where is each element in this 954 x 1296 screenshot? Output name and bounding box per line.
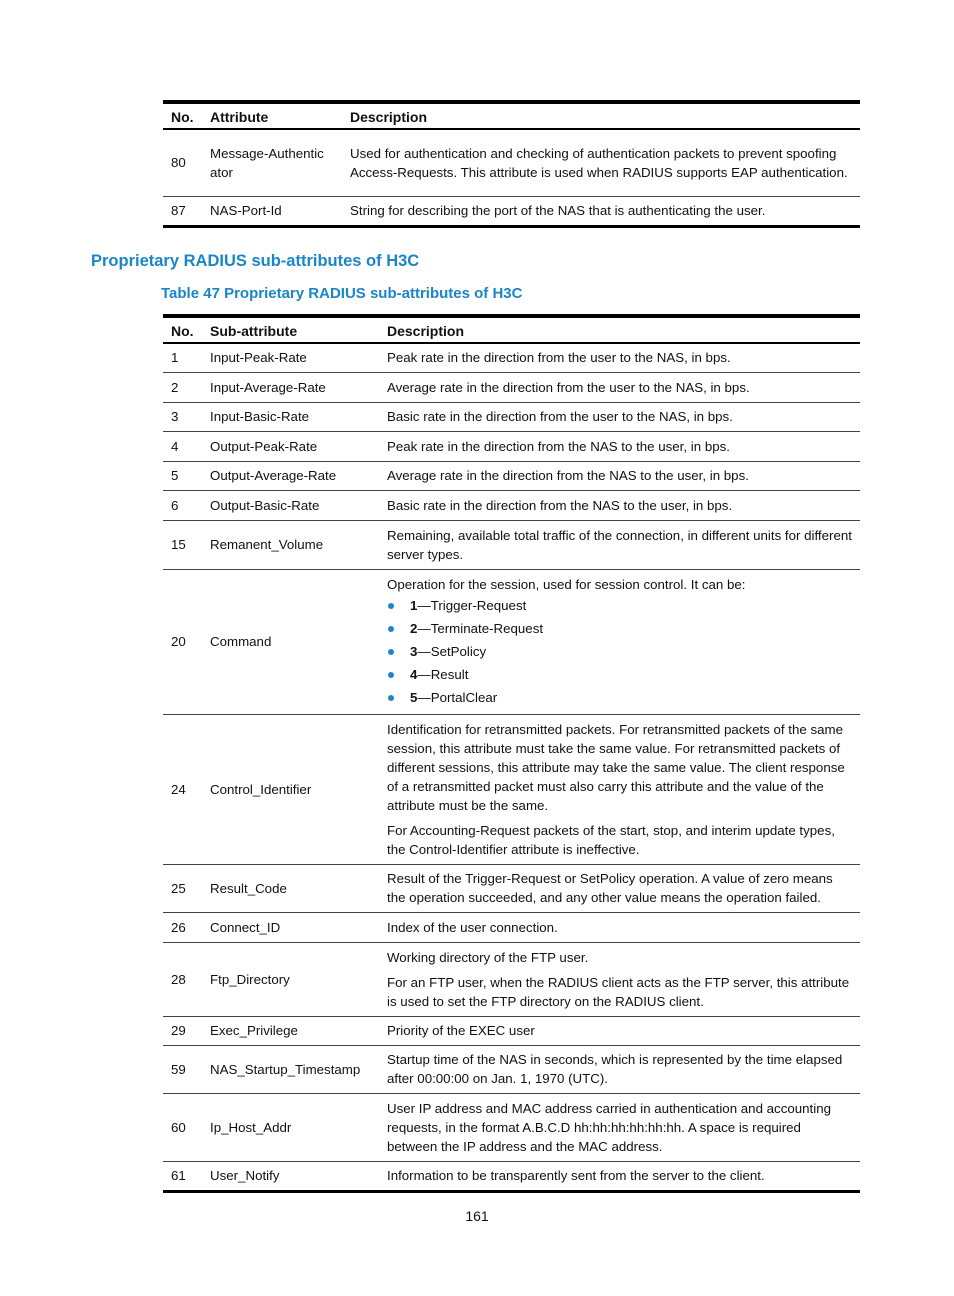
row-no: 25 bbox=[163, 864, 208, 912]
row-description: Operation for the session, used for session control. It can be: bbox=[387, 576, 746, 592]
row-no: 6 bbox=[163, 490, 208, 520]
table-row bbox=[163, 343, 860, 372]
table-row bbox=[163, 1161, 860, 1191]
row-no: 26 bbox=[163, 912, 208, 942]
row-description: Result of the Trigger-Request or SetPolicy operation. A value of zero means the operation succeeded, and any other value means the operation failed. bbox=[387, 864, 860, 912]
row-no: 24 bbox=[163, 714, 208, 864]
table-header-row bbox=[163, 102, 860, 129]
row-description: String for describing the port of the NAS that is authenticating the user. bbox=[350, 196, 860, 226]
list-item-text: —Result bbox=[417, 666, 469, 682]
table-row bbox=[163, 490, 860, 520]
table-row bbox=[163, 569, 860, 714]
list-item-text: —Terminate-Request bbox=[417, 620, 544, 636]
sub-attributes-table bbox=[163, 314, 860, 1193]
row-description: User IP address and MAC address carried in authentication and accounting requests, in the format A.B.C.D hh:hh:hh:hh:hh:hh. A space is required between the IP address and the MAC address. bbox=[387, 1093, 860, 1161]
row-no: 59 bbox=[163, 1045, 208, 1093]
row-sub-attribute: Ftp_Directory bbox=[208, 942, 387, 1016]
bullet-icon bbox=[388, 672, 394, 678]
row-no: 15 bbox=[163, 520, 208, 569]
row-no: 87 bbox=[163, 196, 208, 226]
row-description: Used for authentication and checking of authentication packets to prevent spoofing Access-Requests. This attribute is used when RADIUS supports EAP authentication. bbox=[350, 145, 848, 180]
row-no: 4 bbox=[163, 431, 208, 461]
row-sub-attribute: Result_Code bbox=[208, 864, 387, 912]
table-row bbox=[163, 402, 860, 431]
header-no: No. bbox=[163, 316, 208, 343]
row-description: Priority of the EXEC user bbox=[387, 1016, 860, 1045]
table-caption: Table 47 Proprietary RADIUS sub-attributes of H3C bbox=[161, 285, 523, 302]
table-row bbox=[163, 1016, 860, 1045]
row-description-cell bbox=[387, 714, 860, 864]
list-item-number: 5 bbox=[410, 689, 418, 705]
row-description-cell bbox=[387, 942, 860, 1016]
list-item bbox=[387, 686, 854, 709]
row-description: Basic rate in the direction from the user to the NAS, in bps. bbox=[387, 402, 860, 431]
row-description: Peak rate in the direction from the NAS to the user, in bps. bbox=[387, 431, 860, 461]
row-sub-attribute: Input-Average-Rate bbox=[208, 372, 387, 402]
row-description: Remaining, available total traffic of the connection, in different units for different server types. bbox=[387, 520, 860, 569]
row-sub-attribute: Input-Basic-Rate bbox=[208, 402, 387, 431]
table-row bbox=[163, 196, 860, 226]
row-sub-attribute: Output-Peak-Rate bbox=[208, 431, 387, 461]
list-item-number: 4 bbox=[410, 666, 418, 682]
list-item-number: 2 bbox=[410, 620, 418, 636]
bullet-icon bbox=[388, 695, 394, 701]
row-no: 20 bbox=[163, 569, 208, 714]
table-header-row bbox=[163, 316, 860, 343]
row-sub-attribute: Input-Peak-Rate bbox=[210, 350, 307, 366]
bullet-icon bbox=[388, 626, 394, 632]
row-no: 80 bbox=[171, 155, 186, 171]
row-no: 3 bbox=[163, 402, 208, 431]
list-item bbox=[387, 640, 854, 663]
row-attribute: NAS-Port-Id bbox=[208, 196, 350, 226]
table-row bbox=[163, 942, 860, 1016]
list-item bbox=[387, 617, 854, 640]
command-list bbox=[387, 594, 854, 709]
row-description-note: For Accounting-Request packets of the start, stop, and interim update types, the Control-Identifier attribute is ineffective. bbox=[387, 822, 835, 857]
row-no: 60 bbox=[163, 1093, 208, 1161]
row-description-note: For an FTP user, when the RADIUS client acts as the FTP server, this attribute is used to set the FTP directory on the RADIUS client. bbox=[387, 974, 850, 1009]
row-sub-attribute: Output-Average-Rate bbox=[208, 461, 387, 490]
row-description: Index of the user connection. bbox=[387, 912, 860, 942]
row-attribute: Message-Authentic ator bbox=[210, 145, 324, 180]
table-row bbox=[163, 520, 860, 569]
table-row bbox=[163, 864, 860, 912]
header-sub-attribute: Sub-attribute bbox=[208, 316, 387, 343]
row-description: Identification for retransmitted packets. For retransmitted packets of the same session, this attribute must take the same value. For retransmitted packets of different sessions, this attribute may take the same value. The client response of a retransmitted packet must also carry this attribute and the value of the attribute must be the same. bbox=[387, 721, 845, 813]
header-no: No. bbox=[163, 102, 208, 129]
row-no: 29 bbox=[163, 1016, 208, 1045]
row-sub-attribute: Exec_Privilege bbox=[208, 1016, 387, 1045]
table-row bbox=[163, 461, 860, 490]
attributes-table bbox=[163, 100, 860, 228]
row-description: Basic rate in the direction from the NAS to the user, in bps. bbox=[387, 490, 860, 520]
row-sub-attribute: Command bbox=[208, 569, 387, 714]
row-no: 61 bbox=[163, 1161, 208, 1191]
list-item-number: 3 bbox=[410, 643, 418, 659]
row-sub-attribute: Control_Identifier bbox=[208, 714, 387, 864]
row-sub-attribute: NAS_Startup_Timestamp bbox=[208, 1045, 387, 1093]
row-sub-attribute: User_Notify bbox=[208, 1161, 387, 1191]
table-row bbox=[163, 431, 860, 461]
row-no: 5 bbox=[163, 461, 208, 490]
list-item bbox=[387, 663, 854, 686]
list-item-text: —PortalClear bbox=[417, 689, 498, 705]
page-number: 161 bbox=[465, 1208, 489, 1224]
row-sub-attribute: Remanent_Volume bbox=[208, 520, 387, 569]
row-description: Working directory of the FTP user. bbox=[387, 949, 589, 965]
section-title: Proprietary RADIUS sub-attributes of H3C bbox=[91, 252, 420, 270]
list-item-text: —SetPolicy bbox=[417, 643, 487, 659]
table-row bbox=[163, 912, 860, 942]
row-sub-attribute: Ip_Host_Addr bbox=[208, 1093, 387, 1161]
row-sub-attribute: Output-Basic-Rate bbox=[208, 490, 387, 520]
row-description: Peak rate in the direction from the user to the NAS, in bps. bbox=[387, 350, 731, 366]
row-no: 1 bbox=[171, 350, 179, 366]
table-row bbox=[163, 129, 860, 196]
table-row bbox=[163, 714, 860, 864]
bullet-icon bbox=[388, 603, 394, 609]
row-description: Information to be transparently sent from the server to the client. bbox=[387, 1161, 860, 1191]
row-description: Average rate in the direction from the NAS to the user, in bps. bbox=[387, 461, 860, 490]
row-description: Startup time of the NAS in seconds, which is represented by the time elapsed after 00:00:00 on Jan. 1, 1970 (UTC). bbox=[387, 1045, 860, 1093]
header-description: Description bbox=[350, 102, 860, 129]
table-row bbox=[163, 372, 860, 402]
row-no: 2 bbox=[163, 372, 208, 402]
row-description: Average rate in the direction from the user to the NAS, in bps. bbox=[387, 372, 860, 402]
header-attribute: Attribute bbox=[208, 102, 350, 129]
list-item-number: 1 bbox=[410, 597, 418, 613]
row-sub-attribute: Connect_ID bbox=[208, 912, 387, 942]
header-description: Description bbox=[387, 316, 860, 343]
list-item bbox=[387, 594, 854, 617]
bullet-icon bbox=[388, 649, 394, 655]
list-item-text: —Trigger-Request bbox=[417, 597, 527, 613]
row-description-cell bbox=[387, 569, 860, 714]
row-no: 28 bbox=[163, 942, 208, 1016]
table-row bbox=[163, 1093, 860, 1161]
table-row bbox=[163, 1045, 860, 1093]
